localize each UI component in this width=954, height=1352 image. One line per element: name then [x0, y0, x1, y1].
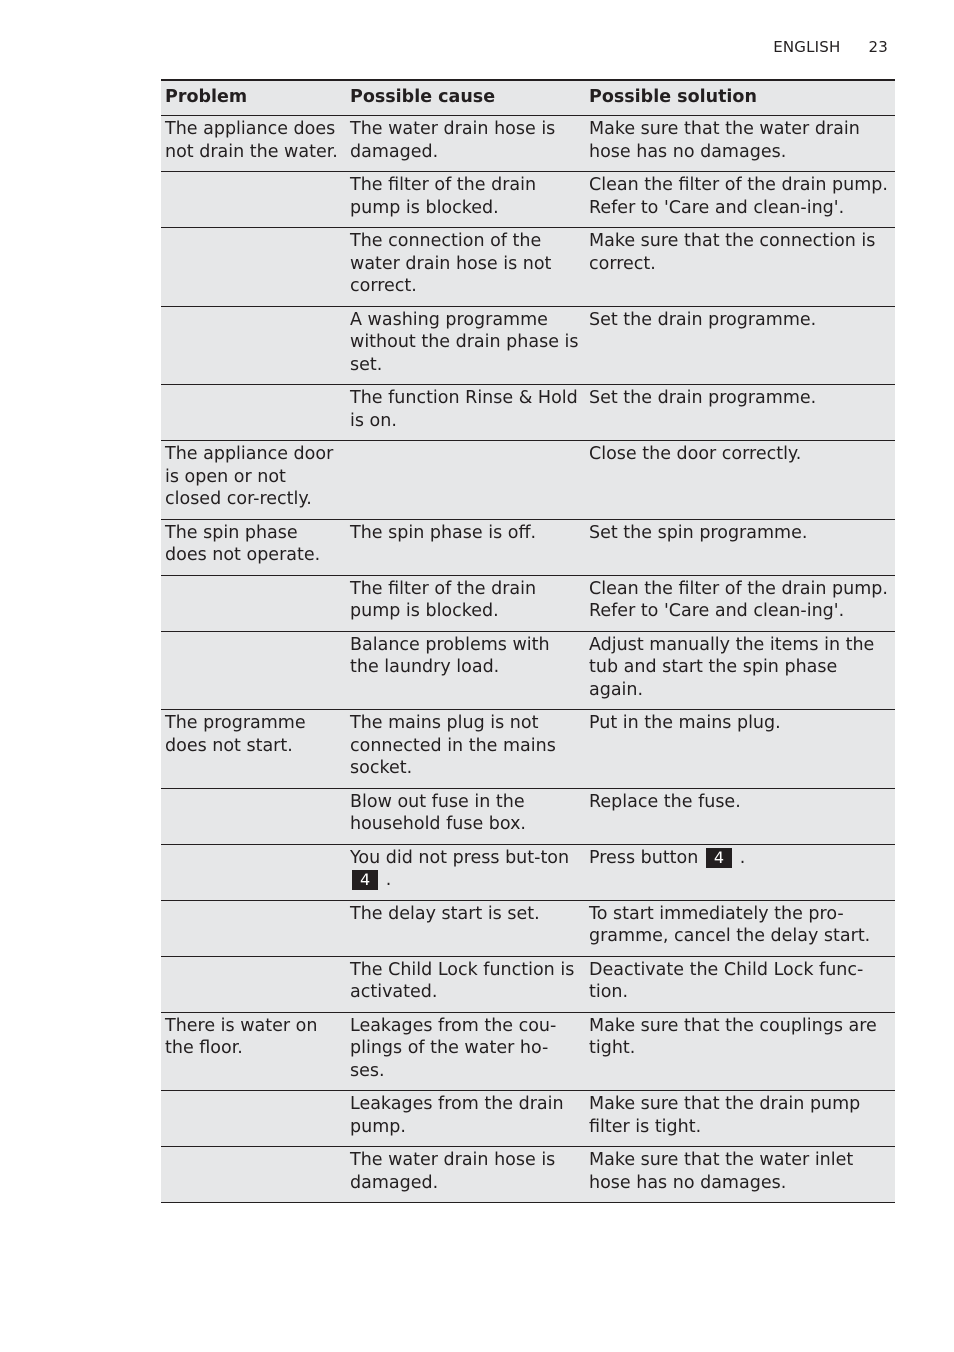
- cause-cell: [346, 441, 585, 520]
- problem-cell: [161, 1091, 346, 1147]
- problem-cell: [161, 900, 346, 956]
- cause-cell: The mains plug is not connected in the mains socket.: [350, 713, 556, 778]
- problem-cell: [161, 788, 346, 844]
- problem-cell: [161, 575, 346, 631]
- solution-cell: Set the drain programme.: [589, 309, 817, 330]
- cause-cell: Leakages from the cou-plings of the water ho-ses.: [350, 1015, 557, 1081]
- table-row: [161, 519, 895, 575]
- cause-cell: A washing programme without the drain phase is set.: [350, 309, 579, 375]
- problem-cell: The appliance does not drain the water.: [165, 119, 338, 162]
- table-row: [161, 900, 895, 956]
- table-row: [161, 844, 895, 900]
- solution-cell: Deactivate the Child Lock func-tion.: [589, 959, 864, 1002]
- solution-cell: [585, 844, 895, 900]
- problem-cell: [161, 306, 346, 385]
- cause-suffix: .: [385, 870, 392, 890]
- table-header-row: [161, 80, 895, 116]
- solution-cell: Put in the mains plug.: [589, 713, 781, 733]
- solution-cell: Adjust manually the items in the tub and start the spin phase again.: [589, 634, 875, 700]
- header-language: ENGLISH: [773, 38, 841, 56]
- problem-cell: [161, 956, 346, 1012]
- table-row: [161, 956, 895, 1012]
- table-row: [161, 1012, 895, 1091]
- table-row: [161, 631, 895, 710]
- cause-cell: The filter of the drain pump is blocked.: [350, 578, 537, 621]
- problem-cell: [161, 228, 346, 307]
- troubleshooting-table: [161, 79, 895, 1203]
- cause-cell: The spin phase is off.: [350, 522, 537, 543]
- solution-cell: Make sure that the water drain hose has no damages.: [589, 119, 860, 162]
- table-row: [161, 172, 895, 228]
- cause-cell: The function Rinse & Hold is on.: [350, 388, 578, 431]
- solution-cell: Make sure that the water inlet hose has no damages.: [589, 1150, 854, 1193]
- problem-cell: The programme does not start.: [165, 713, 306, 756]
- problem-cell: The spin phase does not operate.: [165, 522, 321, 565]
- table-row: [161, 710, 895, 789]
- problem-cell: [161, 385, 346, 441]
- solution-cell: Close the door correctly.: [589, 444, 802, 464]
- table-row: [161, 788, 895, 844]
- table-row: [161, 575, 895, 631]
- solution-cell: Make sure that the drain pump filter is tight.: [589, 1094, 861, 1137]
- table-row: [161, 1147, 895, 1203]
- column-header-problem: Problem: [165, 87, 248, 108]
- column-header-solution: Possible solution: [589, 87, 757, 108]
- page-number: 23: [868, 38, 888, 56]
- column-header-cause: Possible cause: [350, 87, 496, 108]
- cause-text: You did not press but-ton: [350, 847, 570, 868]
- cause-cell: Leakages from the drain pump.: [350, 1094, 564, 1137]
- solution-cell: Set the drain programme.: [589, 388, 817, 408]
- table-row: [161, 116, 895, 172]
- cause-cell: The water drain hose is damaged.: [350, 1150, 556, 1193]
- table-row: [161, 1091, 895, 1147]
- solution-cell: Set the spin programme.: [589, 522, 808, 543]
- cause-cell: The Child Lock function is activated.: [350, 959, 575, 1002]
- cause-cell: The water drain hose is damaged.: [350, 119, 556, 162]
- cause-cell: The connection of the water drain hose is not correct.: [350, 231, 552, 296]
- problem-cell: [161, 844, 346, 900]
- button-4-symbol: 4: [706, 848, 732, 868]
- page-header: [773, 38, 888, 56]
- table-row: [161, 385, 895, 441]
- problem-cell: [161, 631, 346, 710]
- solution-cell: Make sure that the connection is correct.: [589, 231, 876, 274]
- cause-cell: [346, 844, 585, 900]
- solution-suffix: .: [739, 847, 746, 868]
- problem-cell: The appliance door is open or not closed cor-rectly.: [165, 444, 334, 509]
- cause-cell: The filter of the drain pump is blocked.: [350, 175, 537, 218]
- solution-cell: Replace the fuse.: [589, 791, 741, 812]
- cause-cell: The delay start is set.: [350, 903, 540, 924]
- solution-cell: Clean the filter of the drain pump. Refer to 'Care and clean-ing'.: [589, 175, 888, 218]
- problem-cell: There is water on the floor.: [165, 1015, 318, 1058]
- table-row: [161, 441, 895, 520]
- problem-cell: [161, 172, 346, 228]
- cause-cell: Blow out fuse in the household fuse box.: [350, 791, 526, 834]
- problem-cell: [161, 1147, 346, 1203]
- table-row: [161, 228, 895, 307]
- button-4-symbol: 4: [352, 870, 378, 890]
- solution-cell: Make sure that the couplings are tight.: [589, 1015, 877, 1058]
- solution-cell: To start immediately the pro-gramme, cancel the delay start.: [589, 903, 871, 946]
- solution-text: Press button: [589, 847, 699, 868]
- cause-cell: Balance problems with the laundry load.: [350, 634, 550, 677]
- table-row: [161, 306, 895, 385]
- solution-cell: Clean the filter of the drain pump. Refer to 'Care and clean-ing'.: [589, 578, 888, 621]
